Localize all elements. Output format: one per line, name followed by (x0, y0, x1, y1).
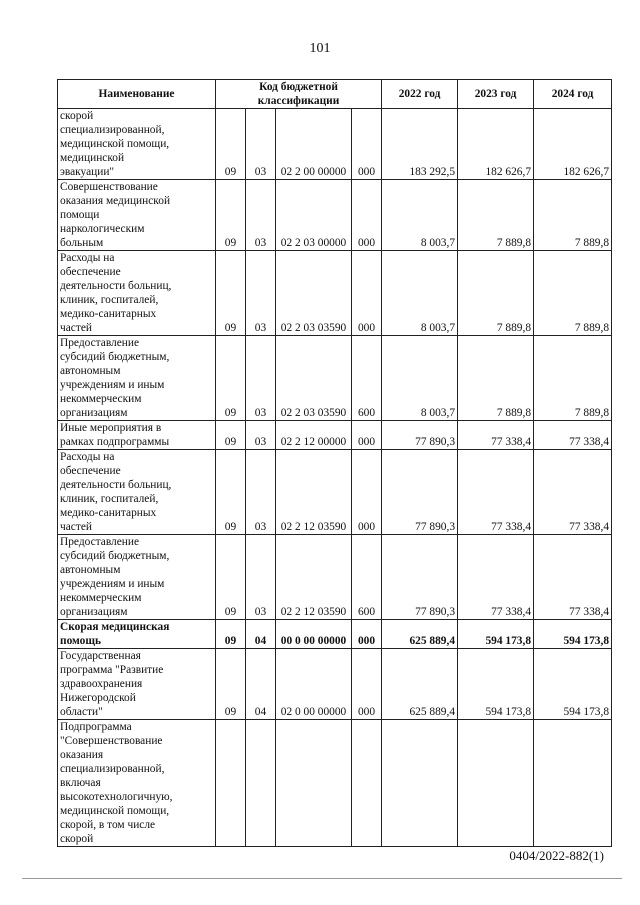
value-2024: 594 173,8 (534, 649, 612, 720)
row-name: Предоставление субсидий бюджетным, автономным учреждениям и иным некоммерческим организациям (58, 535, 216, 620)
code-subsection: 03 (246, 336, 276, 421)
row-name: Совершенствование оказания медицинской помощи наркологическим больным (58, 180, 216, 251)
value-2023: 7 889,8 (458, 180, 534, 251)
table-row (58, 720, 612, 847)
table-row (58, 109, 612, 180)
value-2022: 77 890,3 (382, 421, 458, 450)
code-section: 09 (216, 109, 246, 180)
code-target: 02 2 12 03590 (276, 450, 352, 535)
code-section: 09 (216, 620, 246, 649)
row-name: Подпрограмма "Совершенствование оказания специализированной, включая высокотехнологичную, медицинской помощи, скорой, в том числе скорой (58, 720, 216, 847)
code-subsection: 04 (246, 649, 276, 720)
value-2024: 7 889,8 (534, 180, 612, 251)
code-expense-type: 000 (352, 109, 382, 180)
table-row (58, 535, 612, 620)
value-2023 (458, 720, 534, 847)
header-2023: 2023 год (458, 80, 534, 109)
code-target: 02 2 00 00000 (276, 109, 352, 180)
row-name: Предоставление субсидий бюджетным, автономным учреждениям и иным некоммерческим организациям (58, 336, 216, 421)
code-target: 02 0 00 00000 (276, 649, 352, 720)
code-expense-type: 000 (352, 421, 382, 450)
row-name: Государственная программа "Развитие здравоохранения Нижегородской области" (58, 649, 216, 720)
code-target: 02 2 03 03590 (276, 251, 352, 336)
table-row (58, 450, 612, 535)
value-2024 (534, 720, 612, 847)
code-subsection (246, 720, 276, 847)
row-name: скорой специализированной, медицинской помощи, медицинской эвакуации" (58, 109, 216, 180)
row-name: Расходы на обеспечение деятельности больниц, клиник, госпиталей, медико-санитарных частей (58, 450, 216, 535)
page-number: 101 (309, 41, 331, 56)
header-2024: 2024 год (534, 80, 612, 109)
value-2022 (382, 720, 458, 847)
code-subsection: 03 (246, 109, 276, 180)
code-expense-type: 000 (352, 180, 382, 251)
table-row (58, 649, 612, 720)
code-target: 02 2 12 00000 (276, 421, 352, 450)
value-2022: 8 003,7 (382, 336, 458, 421)
code-section: 09 (216, 450, 246, 535)
code-expense-type: 000 (352, 649, 382, 720)
value-2022: 77 890,3 (382, 535, 458, 620)
header-2022: 2022 год (382, 80, 458, 109)
row-name: Скорая медицинская помощь (58, 620, 216, 649)
table-row (58, 251, 612, 336)
code-expense-type (352, 720, 382, 847)
header-row (58, 80, 612, 109)
value-2022: 8 003,7 (382, 180, 458, 251)
code-subsection: 03 (246, 421, 276, 450)
code-subsection: 04 (246, 620, 276, 649)
header-code: Код бюджетной классификации (216, 80, 382, 109)
value-2023: 7 889,8 (458, 336, 534, 421)
code-target (276, 720, 352, 847)
code-expense-type: 000 (352, 251, 382, 336)
code-section: 09 (216, 649, 246, 720)
code-section: 09 (216, 535, 246, 620)
code-subsection: 03 (246, 535, 276, 620)
value-2022: 8 003,7 (382, 251, 458, 336)
value-2022: 183 292,5 (382, 109, 458, 180)
value-2023: 182 626,7 (458, 109, 534, 180)
code-target: 00 0 00 00000 (276, 620, 352, 649)
value-2024: 7 889,8 (534, 336, 612, 421)
code-target: 02 2 03 00000 (276, 180, 352, 251)
value-2023: 594 173,8 (458, 649, 534, 720)
code-section: 09 (216, 421, 246, 450)
value-2024: 182 626,7 (534, 109, 612, 180)
code-section: 09 (216, 336, 246, 421)
value-2024: 77 338,4 (534, 421, 612, 450)
value-2024: 7 889,8 (534, 251, 612, 336)
code-section: 09 (216, 251, 246, 336)
table-row (58, 180, 612, 251)
code-expense-type: 000 (352, 450, 382, 535)
value-2023: 77 338,4 (458, 450, 534, 535)
value-2022: 77 890,3 (382, 450, 458, 535)
value-2024: 594 173,8 (534, 620, 612, 649)
code-subsection: 03 (246, 180, 276, 251)
header-name: Наименование (58, 80, 216, 109)
table-row (58, 336, 612, 421)
value-2024: 77 338,4 (534, 450, 612, 535)
value-2023: 77 338,4 (458, 535, 534, 620)
value-2022: 625 889,4 (382, 649, 458, 720)
table-row (58, 620, 612, 649)
code-expense-type: 600 (352, 336, 382, 421)
code-subsection: 03 (246, 450, 276, 535)
code-section: 09 (216, 180, 246, 251)
value-2023: 77 338,4 (458, 421, 534, 450)
code-subsection: 03 (246, 251, 276, 336)
code-expense-type: 000 (352, 620, 382, 649)
document-code: 0404/2022-882(1) (509, 848, 604, 863)
code-section (216, 720, 246, 847)
value-2024: 77 338,4 (534, 535, 612, 620)
row-name: Иные мероприятия в рамках подпрограммы (58, 421, 216, 450)
code-target: 02 2 12 03590 (276, 535, 352, 620)
row-name: Расходы на обеспечение деятельности больниц, клиник, госпиталей, медико-санитарных частей (58, 251, 216, 336)
value-2023: 7 889,8 (458, 251, 534, 336)
table-row (58, 421, 612, 450)
bottom-divider (22, 878, 622, 879)
value-2022: 625 889,4 (382, 620, 458, 649)
code-expense-type: 600 (352, 535, 382, 620)
budget-table (57, 79, 612, 847)
code-target: 02 2 03 03590 (276, 336, 352, 421)
value-2023: 594 173,8 (458, 620, 534, 649)
